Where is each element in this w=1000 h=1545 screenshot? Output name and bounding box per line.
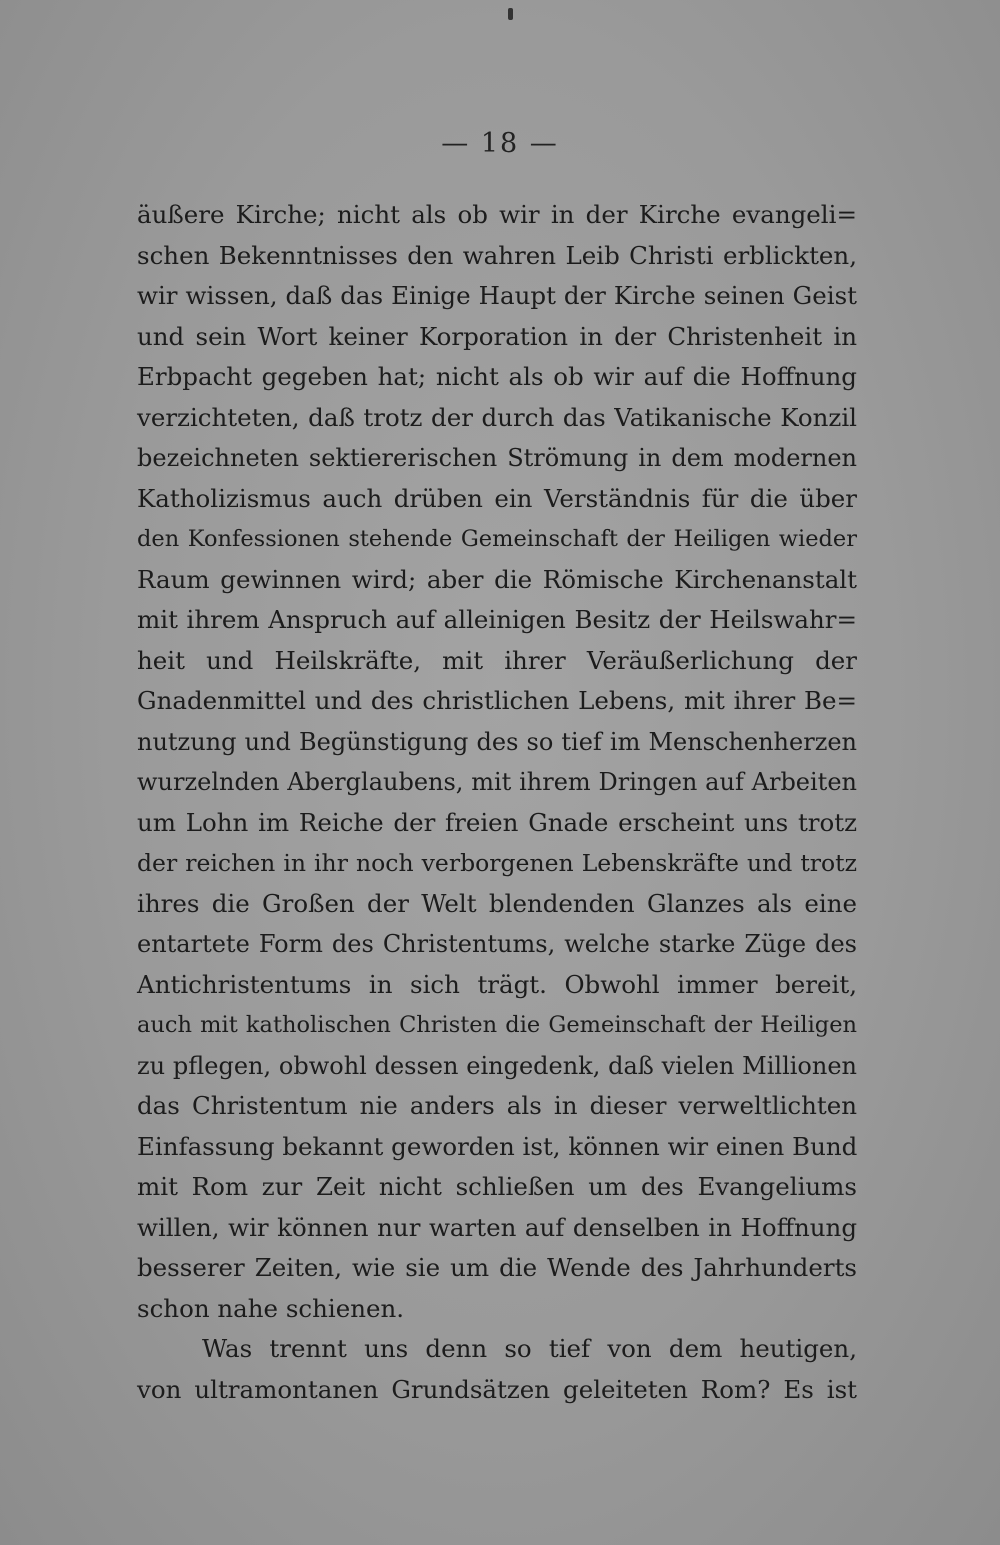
paragraph-start-line: Was trennt uns denn so tief von dem heutigen, xyxy=(202,1334,857,1363)
text-line: willen, wir können nur warten auf denselben in Hoffnung xyxy=(137,1212,857,1242)
text-line: Gnadenmittel und des christlichen Lebens, mit ihrer Be= xyxy=(137,686,857,715)
text-line: der reichen in ihr noch verborgenen Lebenskräfte und trotz xyxy=(137,849,857,877)
text-line: heit und Heilskräfte, mit ihrer Veräußerlichung der xyxy=(137,645,857,675)
text-line: Antichristentums in sich trägt. Obwohl immer bereit, xyxy=(137,969,857,999)
text-line: wurzelnden Aberglaubens, mit ihrem Dringen auf Arbeiten xyxy=(137,768,857,796)
text-line: ihres die Großen der Welt blendenden Glanzes als eine xyxy=(137,888,857,918)
text-line: Raum gewinnen wird; aber die Römische Kirchenanstalt xyxy=(137,564,857,594)
page-number: — 18 — xyxy=(441,128,559,159)
text-line: und sein Wort keiner Korporation in der Christenheit in xyxy=(137,321,857,351)
text-line: um Lohn im Reiche der freien Gnade erscheint uns trotz xyxy=(137,807,857,837)
text-line: von ultramontanen Grundsätzen geleiteten Rom? Es ist xyxy=(137,1374,857,1404)
text-line: bezeichneten sektiererischen Strömung in dem modernen xyxy=(137,444,857,472)
text-line: zu pflegen, obwohl dessen eingedenk, daß vielen Millionen xyxy=(137,1051,857,1080)
text-line: schen Bekenntnisses den wahren Leib Christi erblickten, xyxy=(137,240,857,270)
text-line: auch mit katholischen Christen die Gemeinschaft der Heiligen xyxy=(137,1012,857,1038)
text-line: wir wissen, daß das Einige Haupt der Kirche seinen Geist xyxy=(137,281,857,310)
text-line: entartete Form des Christentums, welche starke Züge des xyxy=(137,930,857,958)
text-line: Erbpacht gegeben hat; nicht als ob wir auf die Hoffnung xyxy=(137,362,857,391)
text-line: den Konfessionen stehende Gemeinschaft der Heiligen wieder xyxy=(137,526,857,552)
print-mark xyxy=(508,8,513,20)
paragraph-end-line: schon nahe schienen. xyxy=(137,1293,405,1323)
text-line: nutzung und Begünstigung des so tief im Menschenherzen xyxy=(137,727,857,756)
text-line: mit ihrem Anspruch auf alleinigen Besitz der Heilswahr= xyxy=(137,605,857,634)
body-text xyxy=(137,195,857,1410)
text-line: Einfassung bekannt geworden ist, können wir einen Bund xyxy=(137,1131,858,1161)
text-line: verzichteten, daß trotz der durch das Vatikanische Konzil xyxy=(137,402,857,432)
text-line: das Christentum nie anders als in dieser verweltlichten xyxy=(137,1091,857,1120)
text-line: äußere Kirche; nicht als ob wir in der Kirche evangeli= xyxy=(137,200,857,229)
text-line: besserer Zeiten, wie sie um die Wende des Jahrhunderts xyxy=(137,1253,857,1282)
text-line: Katholizismus auch drüben ein Verständnis für die über xyxy=(137,483,857,513)
text-line: mit Rom zur Zeit nicht schließen um des Evangeliums xyxy=(137,1172,857,1201)
